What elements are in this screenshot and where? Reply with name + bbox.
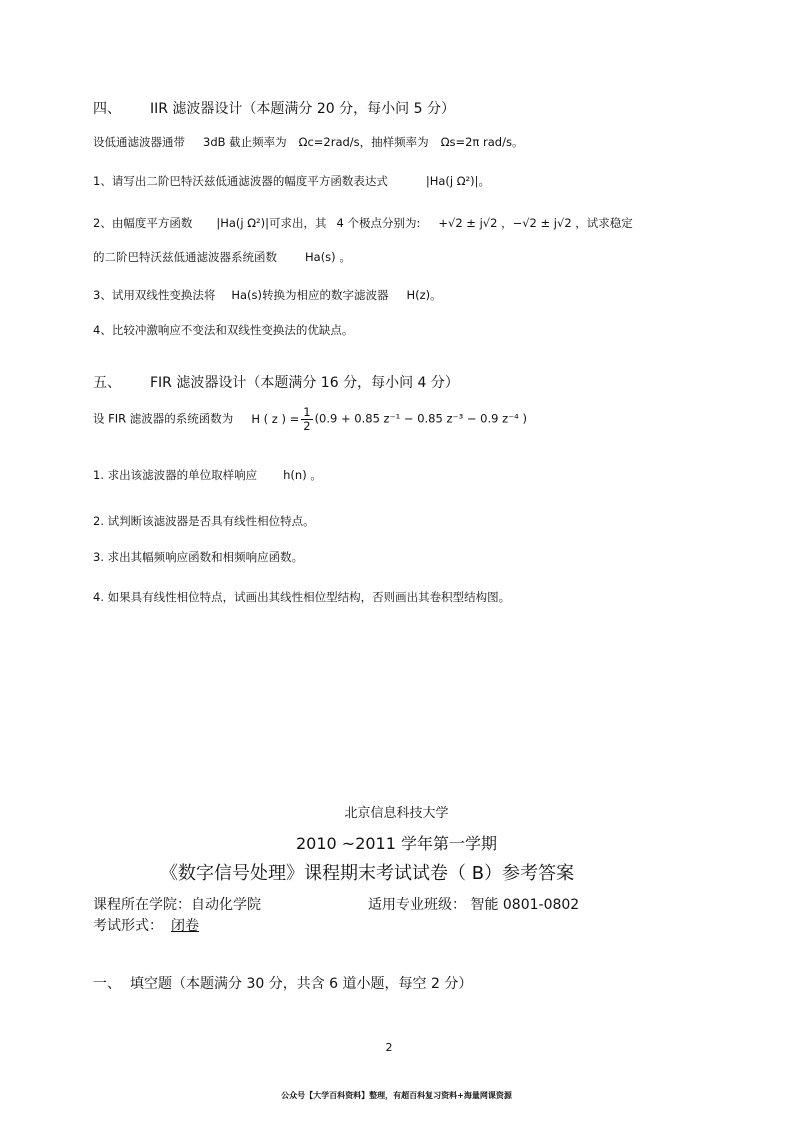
section5-intro: 设 FIR 滤波器的系统函数为 H ( z ) = $\frac{1}{2}$ (0.9 + 0.85 z⁻¹ − 0.85 z⁻³ − 0.9 z⁻⁴ ) — [93, 405, 527, 433]
section4-q3: 3、试用双线性变换法将 Ha(s)转换为相应的数字滤波器 H(z)。 — [93, 288, 442, 302]
section1-title: 填空题（本题满分 30 分，共含 6 道小题，每空 2 分） — [130, 976, 473, 992]
section4-title: IIR 滤波器设计（本题满分 20 分，每小问 5 分） — [150, 101, 455, 117]
section5-q3: 3. 求出其幅频响应函数和相频响应函数。 — [93, 550, 304, 564]
section5-q1: 1. 求出该滤波器的单位取样响应 h(n) 。 — [93, 468, 322, 482]
section4-q4: 4、比较冲激响应不变法和双线性变换法的优缺点。 — [93, 323, 354, 337]
semester: 2010 ~2011 学年第一学期 — [295, 834, 498, 853]
university-name: 北京信息科技大学 — [344, 806, 449, 821]
section4-q2-cont: 的二阶巴特沃兹低通滤波器系统函数 Ha(s) 。 — [93, 250, 351, 264]
college: 课程所在学院：自动化学院 — [93, 897, 261, 913]
section4-q1: 1、请写出二阶巴特沃兹低通滤波器的幅度平方函数表达式 |Ha(j Ω²)|。 — [93, 174, 490, 188]
section4-intro: 设低通滤波器通带 3dB 截止频率为 Ωc=2rad/s，抽样频率为 Ωs=2π rad/s。 — [93, 135, 524, 149]
exam-title: 《数字信号处理》课程期末考试试卷（ B）参考答案 — [160, 863, 575, 884]
section5-heading: 五、 — [93, 375, 121, 391]
section5-q2: 2. 试判断该滤波器是否具有线性相位特点。 — [93, 514, 315, 528]
section4-q2: 2、由幅度平方函数 |Ha(j Ω²)|可求出，其 4 个极点分别为: +√2 ± j√2 ，−√2 ± j√2 ，试求稳定 — [93, 216, 633, 230]
section1-heading: 一、 — [93, 976, 121, 992]
major: 适用专业班级： 智能 0801-0802 — [368, 897, 580, 913]
footer-note: 公众号【大学百科资料】整理，有超百科复习资料+海量网课资源 — [281, 1091, 512, 1100]
section5-title: FIR 滤波器设计（本题满分 16 分，每小问 4 分） — [150, 375, 459, 391]
page-number: 2 — [385, 1041, 393, 1054]
exam-form: 考试形式： 闭卷 — [93, 918, 199, 934]
section4-heading: 四、 — [93, 101, 121, 117]
section5-q4: 4. 如果具有线性相位特点，试画出其线性相位型结构，否则画出其卷积型结构图。 — [93, 590, 511, 604]
